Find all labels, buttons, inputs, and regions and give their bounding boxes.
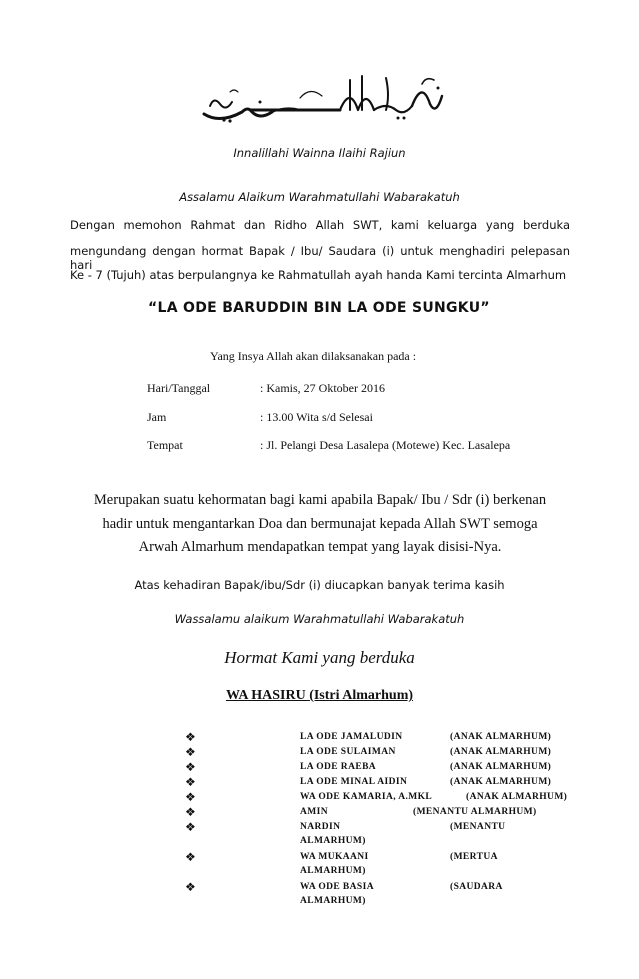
family-member-name: WA MUKAANI	[300, 852, 369, 862]
signoff: Hormat Kami yang berduka	[224, 648, 415, 667]
family-member-name: LA ODE RAEBA	[300, 762, 377, 772]
thanks-line: Atas kehadiran Bapak/ibu/Sdr (i) diucapkan banyak terima kasih	[134, 578, 505, 592]
family-member-relation: (MENANTU ALMARHUM)	[413, 807, 537, 817]
diamond-bullet-icon: ❖	[185, 805, 196, 819]
schedule-value-place: : Jl. Pelangi Desa Lasalepa (Motewe) Kec. Lasalepa	[260, 438, 511, 452]
family-member-relation: (ANAK ALMARHUM)	[450, 777, 552, 787]
diamond-bullet-icon: ❖	[185, 775, 196, 789]
honor-line-3: Arwah Almarhum mendapatkan tempat yang layak disisi-Nya.	[138, 539, 502, 555]
innalillahi-line: Innalillahi Wainna Ilaihi Rajiun	[233, 146, 406, 160]
schedule-intro: Yang Insya Allah akan dilaksanakan pada :	[210, 349, 417, 363]
widow-name: WA HASIRU (Istri Almarhum)	[225, 688, 414, 703]
intro-line-2: mengundang dengan hormat Bapak / Ibu/ Saudara (i) untuk menghadiri pelepasan hari	[70, 244, 570, 272]
schedule-label-place: Tempat	[147, 438, 183, 452]
family-member-name: WA ODE KAMARIA, A.MKL	[300, 792, 433, 802]
intro-line-3: Ke - 7 (Tujuh) atas berpulangnya ke Rahmatullah ayah handa Kami tercinta Almarhum	[70, 268, 567, 282]
family-member-name: NARDIN	[300, 822, 341, 832]
schedule-value-date: : Kamis, 27 Oktober 2016	[260, 381, 385, 395]
diamond-bullet-icon: ❖	[185, 745, 196, 759]
diamond-bullet-icon: ❖	[185, 760, 196, 774]
schedule-label-date: Hari/Tanggal	[147, 381, 211, 395]
family-member-name: LA ODE JAMALUDIN	[300, 732, 403, 742]
honor-line-2: hadir untuk mengantarkan Doa dan bermunajat kepada Allah SWT semoga	[102, 516, 538, 532]
diamond-bullet-icon: ❖	[185, 790, 196, 804]
family-member-relation: (ANAK ALMARHUM)	[466, 792, 568, 802]
schedule-label-time: Jam	[147, 410, 167, 424]
intro-line-1: Dengan memohon Rahmat dan Ridho Allah SWT, kami keluarga yang berduka	[70, 218, 570, 232]
deceased-name: “LA ODE BARUDDIN BIN LA ODE SUNGKU”	[148, 300, 490, 316]
diamond-bullet-icon: ❖	[185, 880, 196, 894]
diamond-bullet-icon: ❖	[185, 730, 196, 744]
family-member-relation-wrap: ALMARHUM)	[300, 896, 366, 906]
diamond-bullet-icon: ❖	[185, 820, 196, 834]
family-member-relation: (MENANTU	[450, 822, 506, 832]
diamond-bullet-icon: ❖	[185, 850, 196, 864]
family-member-name: LA ODE MINAL AIDIN	[300, 777, 408, 787]
family-member-relation: (MERTUA	[450, 852, 498, 862]
family-member-relation: (ANAK ALMARHUM)	[450, 732, 552, 742]
schedule-value-time: : 13.00 Wita s/d Selesai	[260, 410, 373, 424]
family-member-name: AMIN	[300, 807, 328, 817]
family-member-name: LA ODE SULAIMAN	[300, 747, 396, 757]
family-member-relation-wrap: ALMARHUM)	[300, 836, 366, 846]
basmala-calligraphy	[190, 66, 452, 128]
family-member-relation: (ANAK ALMARHUM)	[450, 747, 552, 757]
family-member-name: WA ODE BASIA	[300, 882, 374, 892]
family-member-relation: (ANAK ALMARHUM)	[450, 762, 552, 772]
closing-salam: Wassalamu alaikum Warahmatullahi Wabarakatuh	[174, 612, 465, 626]
honor-line-1: Merupakan suatu kehormatan bagi kami apabila Bapak/ Ibu / Sdr (i) berkenan	[93, 492, 547, 508]
family-member-relation-wrap: ALMARHUM)	[300, 866, 366, 876]
family-member-relation: (SAUDARA	[450, 882, 503, 892]
opening-salam: Assalamu Alaikum Warahmatullahi Wabarakatuh	[179, 190, 460, 204]
